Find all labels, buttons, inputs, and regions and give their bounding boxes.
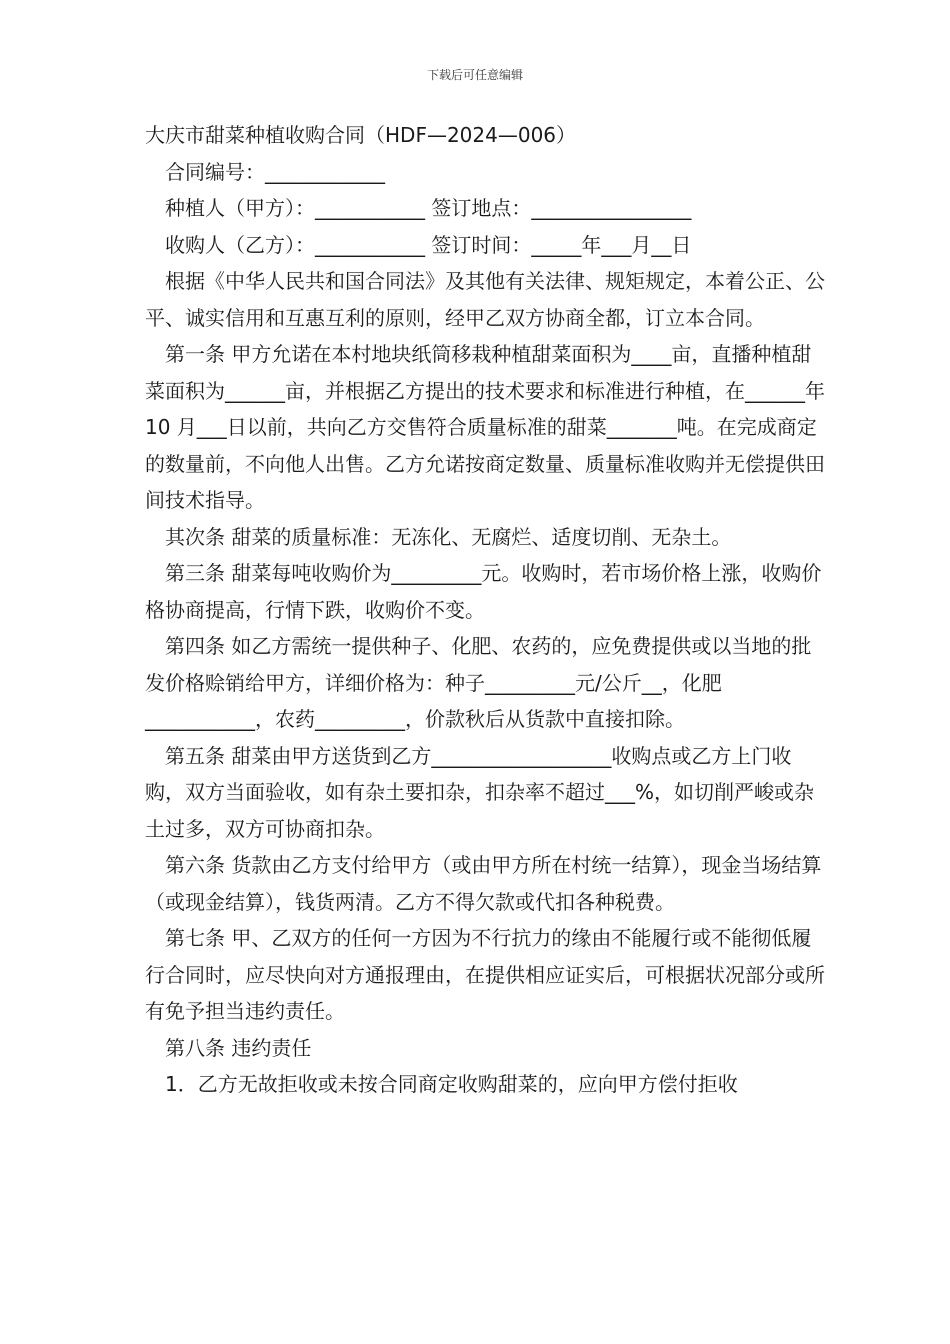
article-4: 第四条 如乙方需统一提供种子、化肥、农药的，应免费提供或以当地的批发价格赊销给甲方，详细价格为：种子_________元/公斤__，化肥___________，农药_________，价款秋后从货款中直接扣除。 [145,634,812,731]
article-1: 第一条 甲方允诺在本村地块纸筒移栽种植甜菜面积为____亩，直播种植甜菜面积为______亩，并根据乙方提出的技术要求和标准进行种植，在______年 10 月___日以前，共向乙方交售符合质量标准的甜菜_______吨。在完成商定的数量前，不向他人出售。乙方允诺按商定数量、质量标准收购并无偿提供田间技术指导。 [145,342,832,512]
party-a-line: 种植人（甲方）：___________ 签订地点：________________ [165,196,692,220]
contract-number-line: 合同编号：____________ [165,159,385,184]
article-5: 第五条 甜菜由甲方送货到乙方__________________收购点或乙方上门收购，双方当面验收，如有杂土要扣杂，扣杂率不超过___%，如切削严峻或杂土过多，双方可协商扣杂。 [145,743,815,841]
article-8-item-1: 1．乙方无故拒收或未按合同商定收购甜菜的，应向甲方偿付拒收 [165,1072,738,1096]
article-2: 其次条 甜菜的质量标准：无冻化、无腐烂、适度切削、无杂土。 [165,524,732,549]
contract-body [145,117,832,1103]
page-header-note: 下载后可任意编辑 [426,68,523,82]
article-8-heading: 第八条 违约责任 [165,1035,312,1060]
article-7: 第七条 甲、乙双方的任何一方因为不行抗力的缘由不能履行或不能彻低履行合同时，应尽快向对方通报理由，在提供相应证实后，可根据状况部分或所有免予担当违约责任。 [145,926,825,1023]
preamble-paragraph: 根据《中华人民共和国合同法》及其他有关法律、规矩规定，本着公正、公平、诚实信用和互惠互利的原则，经甲乙双方协商全都，订立本合同。 [145,269,825,330]
article-3: 第三条 甜菜每吨收购价为_________元。收购时，若市场价格上涨，收购价格协商提高，行情下跌，收购价不变。 [145,561,822,622]
article-6: 第六条 货款由乙方支付给甲方（或由甲方所在村统一结算），现金当场结算（或现金结算），钱货两清。乙方不得欠款或代扣各种税费。 [145,853,822,914]
contract-title: 大庆市甜菜种植收购合同（HDF—2024—006） [145,123,577,147]
party-b-line: 收购人（乙方）：___________ 签订时间：_____年___月__日 [165,232,692,257]
